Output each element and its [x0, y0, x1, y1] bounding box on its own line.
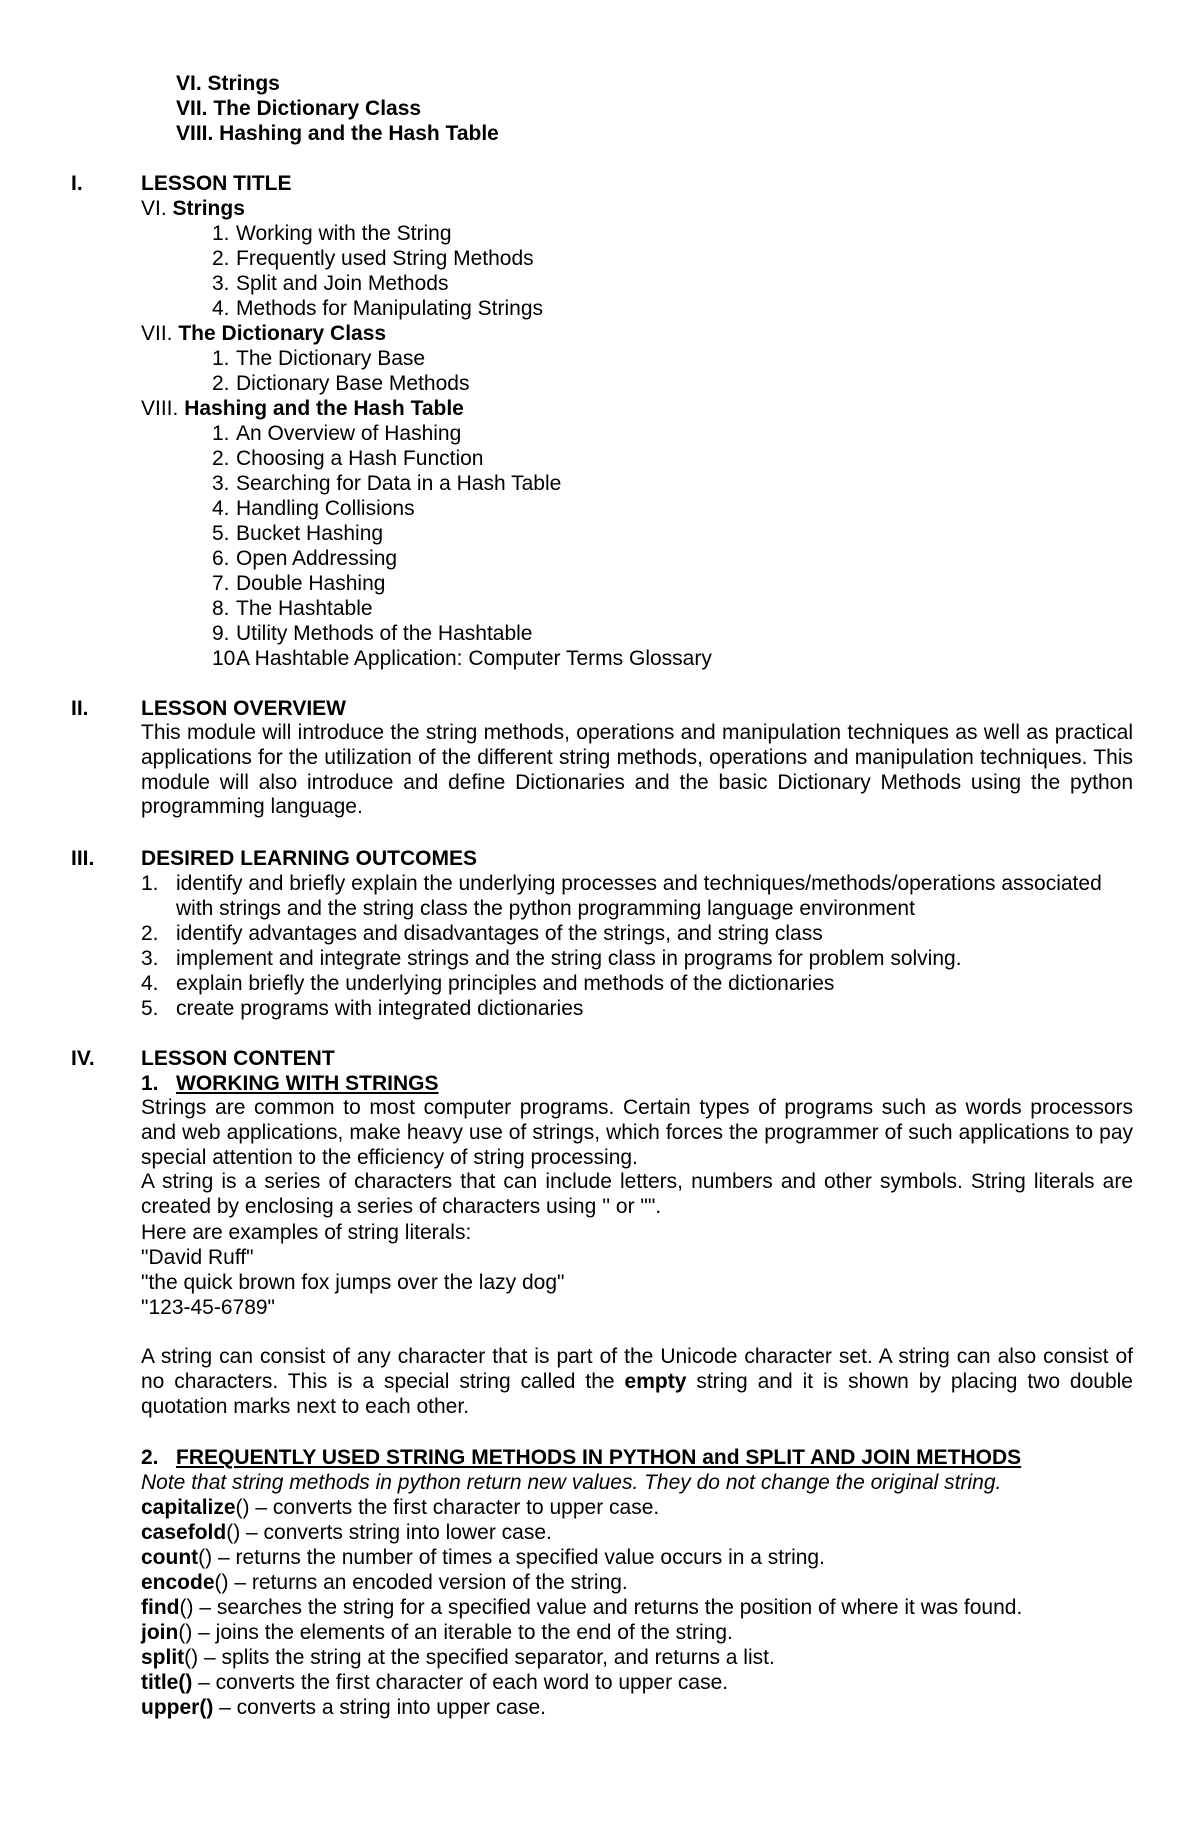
- lesson-prefix: VIII.: [141, 397, 179, 420]
- method-line: split() – splits the string at the specified separator, and returns a list.: [141, 1646, 775, 1669]
- lesson-title: Hashing and the Hash Table: [184, 397, 464, 420]
- paragraph: A string can consist of any character that is part of the Unicode character set. A string can also consist of no characters. This is a special string called the empty string and it is shown by placing two double quotation marks next to each other.: [141, 1345, 1133, 1418]
- list-item: 3. Searching for Data in a Hash Table: [212, 472, 562, 495]
- method-line: casefold() – converts string into lower case.: [141, 1521, 552, 1544]
- lesson-prefix: VII.: [141, 322, 173, 345]
- method-line: title() – converts the first character of each word to upper case.: [141, 1671, 729, 1694]
- list-item: 7. Double Hashing: [212, 572, 386, 595]
- outcome-item: 2. identify advantages and disadvantages of the strings, and string class: [141, 922, 823, 945]
- outline-item: VII. The Dictionary Class: [176, 97, 422, 120]
- list-item: 4. Methods for Manipulating Strings: [212, 297, 543, 320]
- outcome-item: 5. create programs with integrated dictionaries: [141, 997, 584, 1020]
- method-line: capitalize() – converts the first character to upper case.: [141, 1496, 660, 1519]
- note: Note that string methods in python return new values. They do not change the original string.: [141, 1471, 1002, 1494]
- list-item: 2. Dictionary Base Methods: [212, 372, 470, 395]
- outline-item: VIII. Hashing and the Hash Table: [176, 122, 499, 145]
- method-line: find() – searches the string for a specified value and returns the position of where it was found.: [141, 1596, 1023, 1619]
- outcome-item-continued: with strings and the string class the python programming language environment: [176, 897, 915, 920]
- list-item: 2. Choosing a Hash Function: [212, 447, 484, 470]
- list-item: 1. An Overview of Hashing: [212, 422, 462, 445]
- outline-item: VI. Strings: [176, 72, 280, 95]
- paragraph: Here are examples of string literals:: [141, 1221, 472, 1244]
- lesson-heading: [141, 196, 245, 221]
- lesson-heading: [141, 396, 464, 421]
- lesson-title: The Dictionary Class: [178, 322, 387, 345]
- list-item: 4. Handling Collisions: [212, 497, 415, 520]
- method-line: join() – joins the elements of an iterable to the end of the string.: [141, 1621, 733, 1644]
- list-item: 2. Frequently used String Methods: [212, 247, 534, 270]
- list-item: 1. Working with the String: [212, 222, 452, 245]
- outcome-item: 3. implement and integrate strings and the string class in programs for problem solving.: [141, 947, 962, 970]
- emphasis: empty: [624, 1369, 687, 1393]
- section-number: IV.: [71, 1047, 95, 1070]
- lesson-prefix: VI.: [141, 197, 167, 220]
- list-item: 9. Utility Methods of the Hashtable: [212, 622, 533, 645]
- list-item: 3. Split and Join Methods: [212, 272, 449, 295]
- section-title: LESSON CONTENT: [141, 1047, 335, 1070]
- paragraph: A string is a series of characters that can include letters, numbers and other symbols. String literals are created by enclosing a series of characters using '' or "".: [141, 1170, 1133, 1218]
- subsection-heading: 2. FREQUENTLY USED STRING METHODS IN PYTHON and SPLIT AND JOIN METHODS: [141, 1446, 1022, 1469]
- section-title: LESSON TITLE: [141, 172, 292, 195]
- section-title: DESIRED LEARNING OUTCOMES: [141, 847, 478, 870]
- lesson-heading: [141, 321, 386, 346]
- outcome-item: 4. explain briefly the underlying principles and methods of the dictionaries: [141, 972, 835, 995]
- outcome-item: 1. identify and briefly explain the underlying processes and techniques/methods/operations associated: [141, 872, 1102, 895]
- section-title: LESSON OVERVIEW: [141, 697, 346, 720]
- section-number: III.: [71, 847, 95, 870]
- paragraph: Strings are common to most computer programs. Certain types of programs such as words processors and web applications, make heavy use of strings, which forces the programmer of such applications to pay special attention to the efficiency of string processing.: [141, 1096, 1133, 1169]
- lesson-title: Strings: [172, 197, 245, 220]
- string-example: "123-45-6789": [141, 1296, 276, 1319]
- list-item: 5. Bucket Hashing: [212, 522, 384, 545]
- string-example: "the quick brown fox jumps over the lazy dog": [141, 1271, 565, 1294]
- method-line: upper() – converts a string into upper case.: [141, 1696, 547, 1719]
- list-item: 6. Open Addressing: [212, 547, 398, 570]
- section-number: II.: [71, 697, 89, 720]
- string-example: "David Ruff": [141, 1246, 254, 1269]
- section-number: I.: [71, 172, 83, 195]
- list-item: 1. The Dictionary Base: [212, 347, 426, 370]
- subsection-heading: 1. WORKING WITH STRINGS: [141, 1072, 439, 1095]
- list-item: 8. The Hashtable: [212, 597, 373, 620]
- method-line: encode() – returns an encoded version of the string.: [141, 1571, 628, 1594]
- method-line: count() – returns the number of times a specified value occurs in a string.: [141, 1546, 825, 1569]
- list-item: 10.A Hashtable Application: Computer Terms Glossary: [212, 647, 712, 670]
- overview-paragraph: This module will introduce the string methods, operations and manipulation techniques as well as practical applications for the utilization of the different string methods, operations and manipulation techniques. This module will also introduce and define Dictionaries and the basic Dictionary Methods using the python programming language.: [141, 721, 1133, 819]
